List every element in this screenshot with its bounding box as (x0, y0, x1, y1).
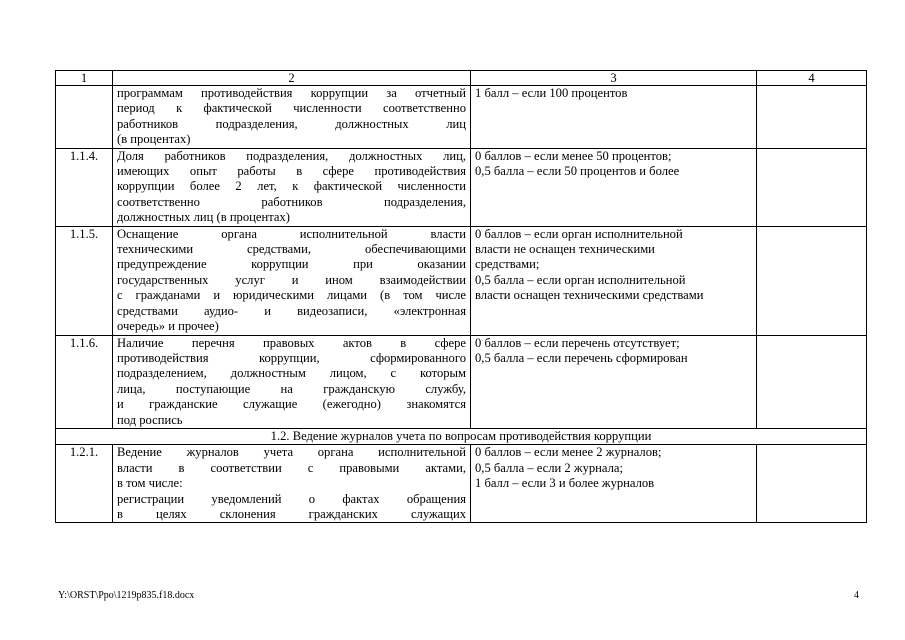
score-line: власти не оснащен техническими (475, 242, 655, 257)
header-col-1: 1 (56, 71, 113, 86)
score-line: 1 балл – если 100 процентов (475, 86, 628, 100)
desc-line: власти в соответствии с правовыми актами, (117, 460, 466, 475)
score-line: средствами; (475, 257, 540, 272)
table-row (56, 86, 867, 149)
row-description (113, 148, 471, 226)
table-row (56, 148, 867, 226)
score-line: 0 баллов – если менее 2 журналов; (475, 445, 662, 460)
desc-line: противодействия коррупции, сформированного (117, 350, 466, 365)
table-row (56, 445, 867, 523)
footer-page-number: 4 (854, 590, 859, 601)
section-row (56, 428, 867, 444)
criteria-table (55, 70, 867, 523)
desc-line: должностных лиц (в процентах) (117, 210, 290, 225)
desc-line: коррупции более 2 лет, к фактической численности (117, 179, 466, 194)
desc-line: регистрации уведомлений о фактах обращения (117, 491, 466, 506)
row-score (471, 148, 757, 226)
desc-line: предупреждение коррупции при оказании (117, 257, 466, 272)
desc-line: под роспись (117, 412, 183, 427)
row-value (757, 148, 867, 226)
header-col-2: 2 (113, 71, 471, 86)
score-line: 0,5 балла – если перечень сформирован (475, 350, 688, 365)
score-line: 1 балл – если 3 и более журналов (475, 476, 655, 491)
row-number: 1.1.4. (56, 148, 113, 226)
table-header-row (56, 71, 867, 86)
row-number: 1.1.5. (56, 226, 113, 335)
score-line: 0,5 балла – если 50 процентов и более (475, 164, 680, 179)
desc-line: подразделением, должностным лицом, с которым (117, 366, 466, 381)
row-value (757, 445, 867, 523)
desc-line: лица, поступающие на гражданскую службу, (117, 381, 466, 396)
row-number (56, 86, 113, 149)
desc-line: очередь» и прочее) (117, 319, 219, 334)
header-col-4: 4 (757, 71, 867, 86)
desc-line: работников подразделения, должностных лиц (117, 116, 466, 131)
desc-line: техническими средствами, обеспечивающими (117, 242, 466, 257)
row-number: 1.2.1. (56, 445, 113, 523)
row-value (757, 226, 867, 335)
desc-line: Ведение журналов учета органа исполнительной (117, 445, 466, 460)
row-number: 1.1.6. (56, 335, 113, 428)
desc-line: средствами аудио- и видеозаписи, «электронная (117, 303, 466, 318)
row-description (113, 226, 471, 335)
score-line: 0 баллов – если орган исполнительной (475, 226, 683, 241)
desc-line: и гражданские служащие (ежегодно) знакомятся (117, 397, 466, 412)
desc-line: с гражданами и юридическими лицами (в том числе (117, 288, 466, 303)
row-value (757, 86, 867, 149)
score-line: 0,5 балла – если 2 журнала; (475, 460, 623, 475)
desc-line: Наличие перечня правовых актов в сфере (117, 335, 466, 350)
desc-line: имеющих опыт работы в сфере противодействия (117, 164, 466, 179)
table-row (56, 226, 867, 335)
desc-line: (в процентах) (117, 132, 191, 147)
desc-line: период к фактической численности соответственно (117, 101, 466, 116)
footer-file-path: Y:\ORST\Ppo\1219p835.f18.docx (58, 590, 195, 601)
desc-line: программам противодействия коррупции за отчетный (117, 86, 466, 100)
table-row (56, 335, 867, 428)
score-line: власти оснащен техническими средствами (475, 288, 704, 303)
row-description (113, 86, 471, 149)
section-title: 1.2. Ведение журналов учета по вопросам противодействия коррупции (56, 428, 867, 444)
desc-line: Оснащение органа исполнительной власти (117, 226, 466, 241)
score-line: 0 баллов – если перечень отсутствует; (475, 335, 680, 350)
row-score (471, 86, 757, 149)
desc-line: государственных услуг и ином взаимодействии (117, 272, 466, 287)
desc-line: соответственно работников подразделения, (117, 194, 466, 209)
score-line: 0 баллов – если менее 50 процентов; (475, 148, 672, 163)
desc-line: Доля работников подразделения, должностных лиц, (117, 148, 466, 163)
desc-line: в целях склонения гражданских служащих (117, 506, 466, 521)
row-description (113, 445, 471, 523)
row-value (757, 335, 867, 428)
row-description (113, 335, 471, 428)
header-col-3: 3 (471, 71, 757, 86)
score-line: 0,5 балла – если орган исполнительной (475, 272, 686, 287)
row-score (471, 335, 757, 428)
row-score (471, 445, 757, 523)
row-score (471, 226, 757, 335)
desc-line: в том числе: (117, 476, 183, 491)
